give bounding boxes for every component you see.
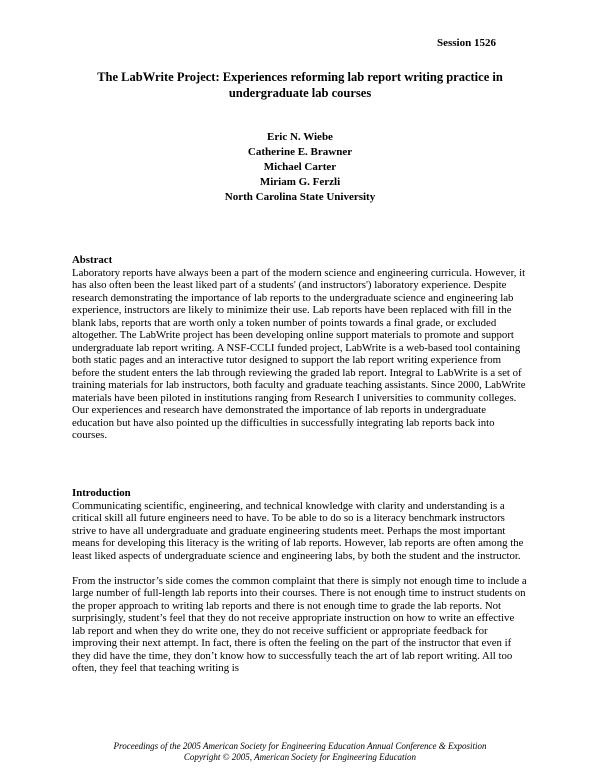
footer-proceedings: Proceedings of the 2005 American Society for Engineering Education Annual Conference & Exposition — [113, 741, 487, 751]
author-name: Michael Carter — [263, 161, 337, 173]
introduction-heading: Introduction — [72, 487, 131, 499]
author-affiliation: North Carolina State University — [224, 191, 376, 203]
abstract-heading: Abstract — [72, 254, 113, 266]
introduction-paragraph: Communicating scientific, engineering, and technical knowledge with clarity and understanding is a critical skill all future engineers need to have. To be able to do so is a literacy benchmark instructors strive to have all undergraduate and graduate engineering students meet. Perhaps the most important means for developing this literacy is the writing of lab reports. However, lab reports are often among the least liked aspects of undergraduate science and engineering labs, by both the student and the instructor. — [72, 499, 524, 562]
footer-copyright: Copyright © 2005, American Society for Engineering Education — [183, 752, 417, 762]
author-name: Catherine E. Brawner — [247, 146, 353, 158]
session-number: Session 1526 — [437, 37, 496, 49]
introduction-section — [72, 487, 528, 675]
abstract-body: Laboratory reports have always been a part of the modern science and engineering curricula. However, it has also often been the least liked part of a students' (and instructors') laboratory experience. Despite research demonstrating the importance of lab reports to the undergraduate science and engineering lab experience, instructors are likely to minimize their use. Lab reports have been replaced with fill in the blank labs, reports that are worth only a token number of points towards a final grade, or excluded altogether. The LabWrite project has been developing online support materials to promote and support undergraduate lab report writing. A NSF-CCLI funded project, LabWrite is a web-based tool containing both static pages and an interactive tutor designed to support the lab report writing experience from before the student enters the lab through reviewing the graded lab report. Integral to LabWrite is a set of training materials for lab instructors, both faculty and graduate teaching assistants. Since 2000, LabWrite materials have been piloted in institutions ranging from Research I universities to community colleges. Our experiences and research have demonstrated the importance of lab reports in undergraduate education but have also pointed up the difficulties in successfully integrating lab reports back into courses. — [72, 266, 526, 441]
author-name: Eric N. Wiebe — [267, 131, 333, 143]
author-list — [72, 130, 528, 205]
abstract-section — [72, 254, 528, 442]
author-name: Miriam G. Ferzli — [259, 176, 341, 188]
page-footer — [72, 741, 528, 763]
introduction-paragraph: From the instructor’s side comes the common complaint that there is simply not enough time to include a large number of full-length lab reports into their courses. There is not enough time to instruct students on the proper approach to writing lab reports and there is not enough time to grade the lab reports. Not surprisingly, student’s feel that they do not receive appropriate instruction on how to write an effective lab report and when they do write one, they do not receive sufficient or appropriate feedback for improving their next attempt. In fact, there is often the feeling on the part of the instructor that even if they did have the time, they don’t know how to successfully teach the art of lab report writing. All too often, they feel that teaching writing is — [72, 574, 527, 674]
paper-title: The LabWrite Project: Experiences reforming lab report writing practice in undergraduate lab courses — [97, 70, 503, 100]
